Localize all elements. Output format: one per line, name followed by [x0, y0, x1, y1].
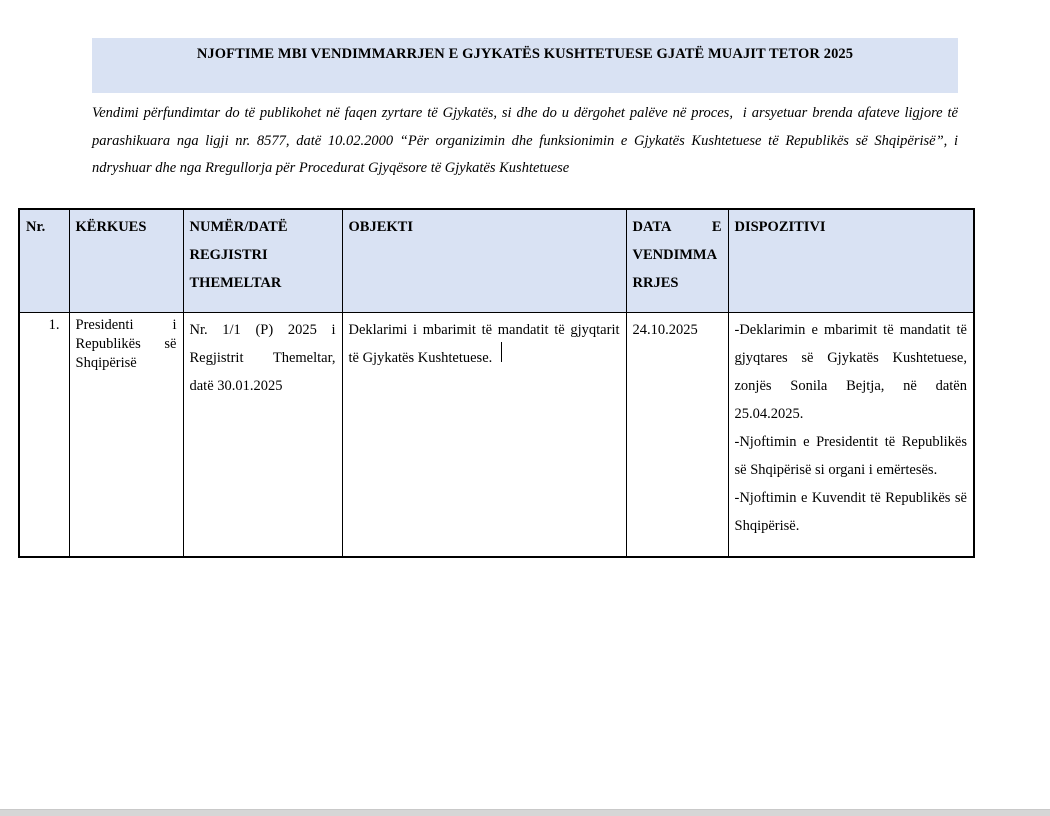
header-date-line2: VENDIMMA [632, 247, 718, 263]
document-title: NJOFTIME MBI VENDIMMARRJEN E GJYKATËS KUSHTETUESE GJATË MUAJIT TETOR 2025 [196, 46, 854, 62]
dispozitivi-item: -Deklarimin e mbarimit të mandatit të gjyqtares së Gjykatës Kushtetuese, zonjës Sonila Bejtja, në datën 25.04.2025. [734, 321, 967, 422]
cell-objekti[interactable] [342, 312, 626, 557]
intro-paragraph[interactable]: Vendimi përfundimtar do të publikohet në faqen zyrtare të Gjykatës, si dhe do u dërgohet palëve në proces, i arsyetuar brenda afateve ligjore të parashikuara nga ligji nr. 8577, datë 10.02.2000 “Për organizimin dhe funksionimin e Gjykatës Kushtetuese të Republikës së Shqipërisë”, i ndryshuar dhe nga Rregullorja për Procedurat Gjyqësore të Gjykatës Kushtetuese [92, 105, 962, 176]
cell-kerkues[interactable]: Presidenti i Republikës së Shqipërisë [69, 312, 183, 557]
dispozitivi-item: -Njoftimin e Presidentit të Republikës së Shqipërisë si organi i emërtesës. [734, 433, 967, 478]
header-date-word-data: DATA [632, 219, 672, 235]
header-date-line3: RRJES [632, 275, 679, 291]
table-row [19, 312, 974, 557]
col-header-dispozitivi[interactable]: DISPOZITIVI [728, 209, 974, 312]
col-header-nr[interactable]: Nr. [19, 209, 69, 312]
cell-dispozitivi[interactable] [728, 312, 974, 557]
cell-nr[interactable]: 1. [19, 312, 69, 557]
window-bottom-strip [0, 809, 1050, 816]
decisions-table [18, 208, 975, 558]
dispozitivi-item: -Njoftimin e Kuvendit të Republikës së Shqipërisë. [734, 489, 967, 534]
table-header-row [19, 209, 974, 312]
text-cursor [501, 342, 503, 362]
objekti-text: Deklarimi i mbarimit të mandatit të gjyqtarit të Gjykatës Kushtetuese. [348, 321, 620, 366]
col-header-data-vendimmarrjes[interactable] [626, 209, 728, 312]
document-title-banner[interactable] [92, 38, 958, 93]
col-header-objekti[interactable]: OBJEKTI [342, 209, 626, 312]
header-date-line1 [633, 213, 722, 241]
cell-numer-date-regjistri[interactable]: Nr. 1/1 (P) 2025 i Regjistrit Themeltar, datë 30.01.2025 [183, 312, 342, 557]
col-header-kerkues[interactable]: KËRKUES [69, 209, 183, 312]
cell-data-vendimmarrjes[interactable]: 24.10.2025 [626, 312, 728, 557]
header-date-word-e: E [711, 219, 722, 235]
col-header-numer-date-regjistri[interactable]: NUMËR/DATË REGJISTRI THEMELTAR [183, 209, 342, 312]
